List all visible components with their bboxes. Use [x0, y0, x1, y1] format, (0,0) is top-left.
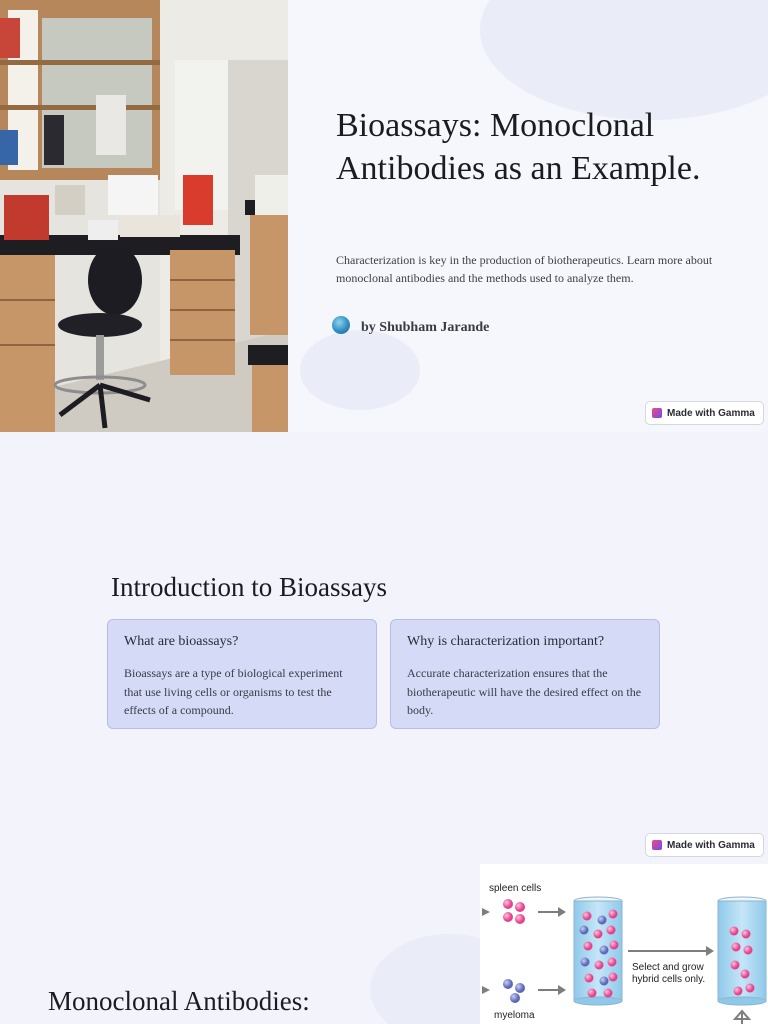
slide-heading: Monoclonal Antibodies:	[48, 986, 310, 1016]
monoclonal-slide	[0, 864, 768, 1024]
hybridoma-diagram	[480, 864, 768, 1024]
made-with-gamma-badge[interactable]	[645, 401, 764, 425]
card-title: What are bioassays?	[124, 634, 239, 649]
title-slide	[0, 0, 768, 432]
card-body: Accurate characterization ensures that the biotherapeutic will have the desired effect on the body.	[407, 666, 642, 717]
author-name: by Shubham Jarande	[361, 320, 490, 335]
myeloma-label: myeloma	[494, 1010, 535, 1021]
spleen-cells-label: spleen cells	[489, 883, 542, 894]
gamma-logo-icon	[652, 408, 662, 418]
background-shape	[300, 330, 420, 410]
author-avatar	[332, 316, 350, 334]
slide-heading: Introduction to Bioassays	[111, 572, 387, 602]
lab-photo	[0, 0, 288, 432]
card-why-characterization	[390, 619, 660, 729]
made-with-gamma-badge[interactable]	[645, 833, 764, 857]
presentation-title: Bioassays: Monoclonal Antibodies as an Example.	[336, 107, 701, 187]
card-what-are-bioassays	[107, 619, 377, 729]
card-body: Bioassays are a type of biological experiment that use living cells or organisms to test the effects of a compound.	[124, 666, 343, 717]
background-shape	[480, 0, 768, 120]
gamma-logo-icon	[652, 840, 662, 850]
badge-label: Made with Gamma	[667, 839, 755, 851]
presentation-description: Characterization is key in the production of biotherapeutics. Learn more about monoclonal antibodies and the methods used to analyze them.	[336, 253, 713, 285]
select-label-line1: Select and grow	[632, 962, 704, 973]
card-title: Why is characterization important?	[407, 634, 605, 649]
select-label-line2: hybrid cells only.	[632, 974, 706, 985]
intro-slide	[0, 432, 768, 864]
badge-label: Made with Gamma	[667, 407, 755, 419]
hybridoma-diagram-graphic	[480, 864, 768, 1024]
